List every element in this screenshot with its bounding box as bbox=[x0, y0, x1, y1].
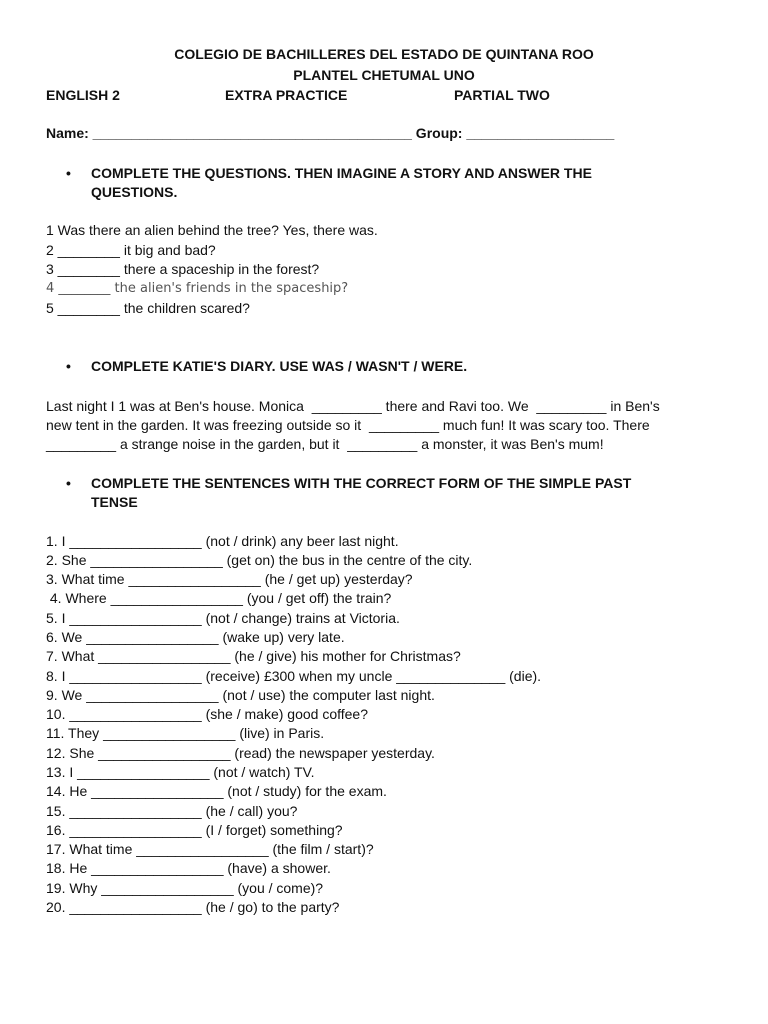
sentence-item: 14. He _________________ (not / study) for the exam. bbox=[46, 783, 387, 799]
question-item: 4 ________ the alien's friends in the spaceship? bbox=[46, 281, 349, 296]
sentence-item: 12. She _________________ (read) the newspaper yesterday. bbox=[46, 745, 435, 761]
practice-type-label: EXTRA PRACTICE bbox=[225, 87, 348, 103]
diary-line: _________ a strange noise in the garden, but it _________ a monster, it was Ben's mum! bbox=[46, 436, 604, 452]
sentence-item: 19. Why _________________ (you / come)? bbox=[46, 880, 324, 896]
partial-label: PARTIAL TWO bbox=[454, 87, 550, 103]
sentence-item: 4. Where _________________ (you / get off) the train? bbox=[46, 590, 392, 606]
sentence-item: 2. She _________________ (get on) the bus in the centre of the city. bbox=[46, 552, 473, 568]
bullet-icon: • bbox=[66, 358, 71, 374]
sentence-item: 10. _________________ (she / make) good coffee? bbox=[46, 706, 368, 722]
school-title: COLEGIO DE BACHILLERES DEL ESTADO DE QUINTANA ROO bbox=[174, 46, 594, 62]
sentence-item: 9. We _________________ (not / use) the computer last night. bbox=[46, 687, 435, 703]
section1-instruction-line1: COMPLETE THE QUESTIONS. THEN IMAGINE A STORY AND ANSWER THE bbox=[91, 165, 592, 181]
diary-line: new tent in the garden. It was freezing outside so it _________ much fun! It was scary too. There bbox=[46, 417, 650, 433]
section2-instruction: COMPLETE KATIE'S DIARY. USE WAS / WASN'T / WERE. bbox=[91, 358, 468, 374]
sentence-item: 11. They _________________ (live) in Paris. bbox=[46, 725, 325, 741]
sentence-item: 6. We _________________ (wake up) very late. bbox=[46, 629, 345, 645]
section1-instruction-line2: QUESTIONS. bbox=[91, 184, 178, 200]
sentence-item: 17. What time _________________ (the film / start)? bbox=[46, 841, 374, 857]
sentence-item: 16. _________________ (I / forget) something? bbox=[46, 822, 343, 838]
sentence-item: 20. _________________ (he / go) to the party? bbox=[46, 899, 340, 915]
question-item: 1 Was there an alien behind the tree? Yes, there was. bbox=[46, 222, 378, 238]
section3-instruction-line2: TENSE bbox=[91, 494, 138, 510]
sentence-item: 7. What _________________ (he / give) his mother for Christmas? bbox=[46, 648, 461, 664]
question-item: 5 ________ the children scared? bbox=[46, 300, 250, 316]
sentence-item: 5. I _________________ (not / change) trains at Victoria. bbox=[46, 610, 400, 626]
question-item: 3 ________ there a spaceship in the forest? bbox=[46, 261, 320, 277]
diary-line: Last night I 1 was at Ben's house. Monica _________ there and Ravi too. We _________ in Ben's bbox=[46, 398, 660, 414]
sentence-item: 13. I _________________ (not / watch) TV. bbox=[46, 764, 315, 780]
sentence-item: 18. He _________________ (have) a shower. bbox=[46, 860, 331, 876]
course-label: ENGLISH 2 bbox=[46, 87, 120, 103]
sentence-item: 1. I _________________ (not / drink) any beer last night. bbox=[46, 533, 399, 549]
sentence-item: 8. I _________________ (receive) £300 when my uncle ______________ (die). bbox=[46, 668, 542, 684]
name-group-line: Name: _________________________________________ Group: ___________________ bbox=[46, 125, 615, 141]
question-item: 2 ________ it big and bad? bbox=[46, 242, 216, 258]
bullet-icon: • bbox=[66, 475, 71, 491]
campus-title: PLANTEL CHETUMAL UNO bbox=[293, 67, 475, 83]
sentence-item: 3. What time _________________ (he / get up) yesterday? bbox=[46, 571, 413, 587]
sentence-item: 15. _________________ (he / call) you? bbox=[46, 803, 298, 819]
bullet-icon: • bbox=[66, 165, 71, 181]
section3-instruction-line1: COMPLETE THE SENTENCES WITH THE CORRECT FORM OF THE SIMPLE PAST bbox=[91, 475, 632, 491]
